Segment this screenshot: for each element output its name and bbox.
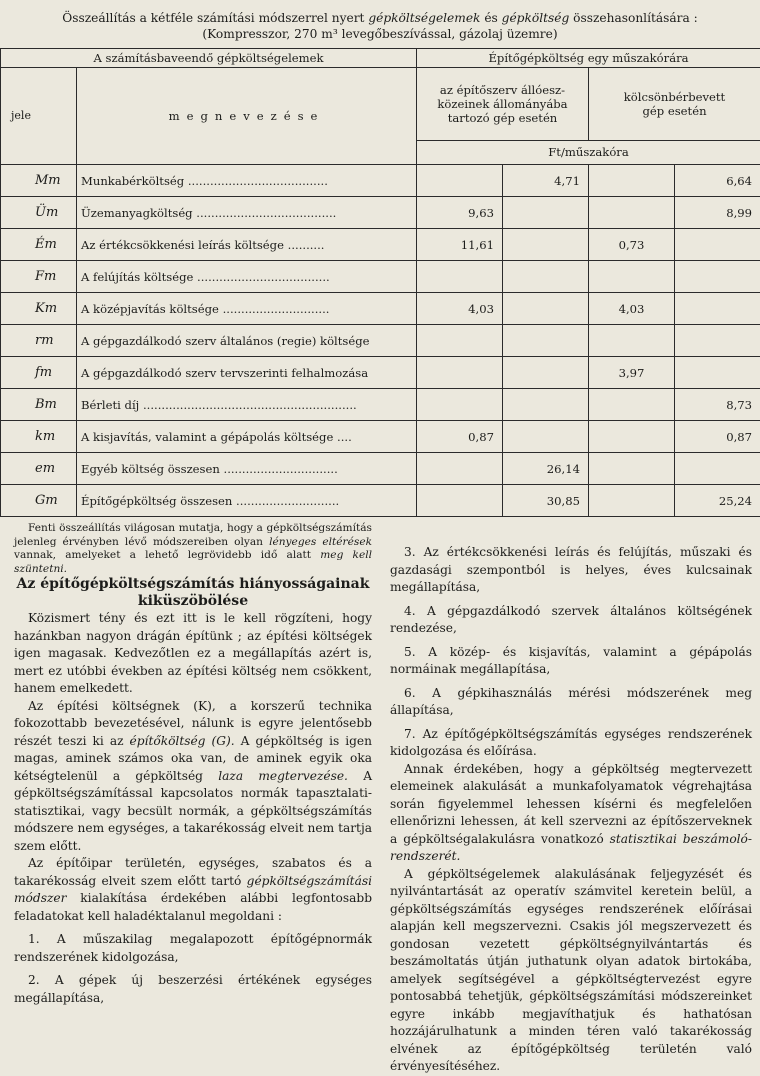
paragraph-text: Az építőipar területén, egységes, szabatos és a takarékosság elveit szem előtt tartó (14, 856, 372, 888)
paragraph (390, 761, 752, 866)
value-rented-d (675, 229, 760, 261)
value-own-b (503, 389, 589, 421)
row-symbol: fm (1, 357, 77, 389)
value-rented-c (589, 325, 675, 357)
value-own-a (417, 389, 503, 421)
row-name: Bérleti díj .......................................................... (77, 389, 417, 421)
value-rented-d: 8,73 (675, 389, 760, 421)
table-row (1, 293, 760, 325)
paragraph-emphasis: gépköltségszámítási módszer (14, 874, 372, 906)
paragraph (14, 855, 372, 925)
table-row (1, 325, 760, 357)
value-rented-d: 6,64 (675, 165, 760, 197)
value-rented-d (675, 261, 760, 293)
caption-subtitle: (Kompresszor, 270 m³ levegőbeszívással, gázolaj üzemre) (20, 26, 740, 42)
paragraph-emphasis: laza megtervezése. (218, 769, 348, 783)
list-item: 3. Az értékcsökkenési leírás és felújítás, műszaki és gazdasági szempontból is helyes, éves kulcsainak megállapítása, (390, 544, 752, 597)
paragraph: A gépköltségelemek alakulásának feljegyzését és nyilvántartását az operatív számvitel keretein belül, a gépköltségszámítás egységes rendszerének előírásai alapján kell megszervezni. Csakis jól megszervezett és gondosan vezetett gépköltségnyilvántartás és beszámoltatás útján juthatunk olyan adatok birtokába, amelyek segítségével a gépköltségtervezést egyre pontosabbá tehetjük, gépköltségszámítási módszereinket egyre inkább megjavíthatjuk és hathatósan hozzájárulhatunk a minden téren való takarékosság elvének az építőgépköltség területén való érvényesítéséhez. (390, 866, 752, 1076)
row-symbol: Ém (1, 229, 77, 261)
value-rented-c (589, 453, 675, 485)
row-name: A gépgazdálkodó szerv általános (regie) költsége (77, 325, 417, 357)
list-item: 5. A közép- és kisjavítás, valamint a gépápolás normáinak megállapítása, (390, 644, 752, 679)
cost-comparison-table (0, 48, 760, 517)
row-symbol: Bm (1, 389, 77, 421)
value-own-b (503, 357, 589, 389)
intro-text: Fenti összeállítás világosan mutatja, hogy a gépköltségszámítás jelenleg érvényben lévő módszereiben olyan (14, 522, 372, 548)
row-symbol: Km (1, 293, 77, 325)
table-row (1, 453, 760, 485)
value-own-b (503, 293, 589, 325)
section-title: Az építőgépköltségszámítás hiányosságainak kiküszöbölése (14, 576, 372, 610)
header-rented-machine: kölcsönbérbevett gép esetén (589, 68, 760, 141)
value-rented-d: 0,87 (675, 421, 760, 453)
list-item: 7. Az építőgépköltségszámítás egységes rendszerének kidolgozása és előírása. (390, 726, 752, 761)
row-name: Egyéb költség összesen ............................... (77, 453, 417, 485)
value-own-a: 0,87 (417, 421, 503, 453)
value-rented-c (589, 197, 675, 229)
table-row (1, 165, 760, 197)
value-own-a (417, 325, 503, 357)
value-rented-d (675, 453, 760, 485)
value-own-a (417, 453, 503, 485)
value-own-a (417, 165, 503, 197)
paragraph-text: A gépköltség is igen magas, aminek számos oka van, de aminek egyik oka kétségtelenül a gépköltség (14, 734, 372, 783)
value-own-b: 26,14 (503, 453, 589, 485)
row-symbol: em (1, 453, 77, 485)
value-rented-d: 8,99 (675, 197, 760, 229)
value-own-b (503, 197, 589, 229)
row-symbol: Mm (1, 165, 77, 197)
value-own-b: 4,71 (503, 165, 589, 197)
caption-text: összehasonlítására : (573, 11, 698, 25)
row-symbol: km (1, 421, 77, 453)
value-own-b (503, 325, 589, 357)
header-unit: Ft/műszakóra (417, 140, 760, 164)
caption-emphasis: gépköltség (502, 11, 570, 25)
paragraph-text: Annak érdekében, hogy a gépköltség megtervezett elemeinek alakulását a munkafolyamatok végrehajtása során figyelemmel lehessen kísérni és megfelelően ellenőrizni lehessen, át kell szervezni az építőszerveknek a gépköltségalakulásra vonatkozó (390, 762, 752, 846)
intro-emphasis: meg kell szüntetni. (14, 549, 372, 575)
table-row (1, 485, 760, 517)
row-symbol: Üm (1, 197, 77, 229)
list-item: 2. A gépek új beszerzési értékének egységes megállapítása, (14, 972, 372, 1007)
row-name: A felújítás költsége .................................... (77, 261, 417, 293)
intro-emphasis: lényeges eltérések (269, 536, 372, 548)
list-item: 4. A gépgazdálkodó szervek általános költségének rendezése, (390, 603, 752, 638)
row-name: Az értékcsökkenési leírás költsége .......... (77, 229, 417, 261)
value-own-b (503, 229, 589, 261)
intro-paragraph (14, 522, 372, 576)
row-name: Munkabérköltség ...................................... (77, 165, 417, 197)
row-symbol: rm (1, 325, 77, 357)
paragraph-emphasis: statisztikai beszámoló-rendszerét. (390, 832, 752, 864)
table-row (1, 229, 760, 261)
table-row (1, 197, 760, 229)
value-rented-d (675, 293, 760, 325)
list-item: 6. A gépkihasználás mérési módszerének meg állapítása, (390, 685, 752, 720)
header-megnevezese: megnevezése (77, 68, 417, 165)
caption-emphasis: gépköltségelemek (368, 11, 480, 25)
right-column (390, 544, 752, 1076)
value-own-b: 30,85 (503, 485, 589, 517)
value-rented-c: 4,03 (589, 293, 675, 325)
row-symbol: Fm (1, 261, 77, 293)
header-jele (1, 68, 77, 165)
paragraph-text: A gépköltségszámítással kapcsolatos normák tapasztalati-statisztikai, vagy becsült normák, a gépköltségszámítás módszere nem egységes, a takarékosság elveit nem tartja szem előtt. (14, 769, 372, 853)
value-own-a: 9,63 (417, 197, 503, 229)
row-name: A gépgazdálkodó szerv tervszerinti felhalmozása (77, 357, 417, 389)
paragraph-text: kialakítása érdekében alábbi legfontosabb feladatokat kell haladéktalanul megoldani : (14, 891, 372, 923)
paragraph-text: Az építési költségnek (K), a korszerű technika fokozottabb bevezetésével, nálunk is egyre jelentősebb részét teszi ki az (14, 699, 372, 748)
value-own-a: 11,61 (417, 229, 503, 261)
jele-label: jele (11, 110, 23, 122)
value-rented-c (589, 261, 675, 293)
value-rented-c: 3,97 (589, 357, 675, 389)
header-own-machine: az építőszerv állóesz- közeinek állományába tartozó gép esetén (417, 68, 589, 141)
left-column (14, 522, 372, 1007)
value-own-a (417, 485, 503, 517)
value-rented-c: 0,73 (589, 229, 675, 261)
value-rented-d: 25,24 (675, 485, 760, 517)
caption-text: és (484, 11, 497, 25)
paragraph: Közismert tény és ezt itt is le kell rögzíteni, hogy hazánkban nagyon drágán építünk ; az építési költségek igen magasak. Kedvezőtlen ez a megállapítás azért is, mert ez utóbbi években az építési költség nem csökkent, hanem emelkedett. (14, 610, 372, 698)
caption-text: Összeállítás a kétféle számítási módszerrel nyert (62, 11, 364, 25)
row-name: A középjavítás költsége ............................. (77, 293, 417, 325)
header-cost-elements: A számításbaveendő gépköltségelemek (1, 49, 417, 68)
value-rented-d (675, 357, 760, 389)
paragraph (14, 698, 372, 856)
paragraph-emphasis: építőköltség (G). (130, 734, 235, 748)
table-row (1, 389, 760, 421)
value-own-a: 4,03 (417, 293, 503, 325)
row-name: A kisjavítás, valamint a gépápolás költsége .... (77, 421, 417, 453)
row-name: Üzemanyagköltség ...................................... (77, 197, 417, 229)
value-rented-c (589, 485, 675, 517)
table-caption (20, 10, 740, 42)
value-rented-c (589, 165, 675, 197)
table-row (1, 421, 760, 453)
value-own-b (503, 421, 589, 453)
value-own-b (503, 261, 589, 293)
table-row (1, 261, 760, 293)
header-machine-cost: Építőgépköltség egy műszakórára (417, 49, 760, 68)
intro-text: vannak, amelyeket a lehető legrövidebb idő alatt (14, 549, 311, 561)
value-own-a (417, 357, 503, 389)
row-name: Építőgépköltség összesen ............................ (77, 485, 417, 517)
table-row (1, 357, 760, 389)
row-symbol: Gm (1, 485, 77, 517)
value-rented-d (675, 325, 760, 357)
value-rented-c (589, 389, 675, 421)
list-item: 1. A műszakilag megalapozott építőgépnormák rendszerének kidolgozása, (14, 931, 372, 966)
value-own-a (417, 261, 503, 293)
value-rented-c (589, 421, 675, 453)
